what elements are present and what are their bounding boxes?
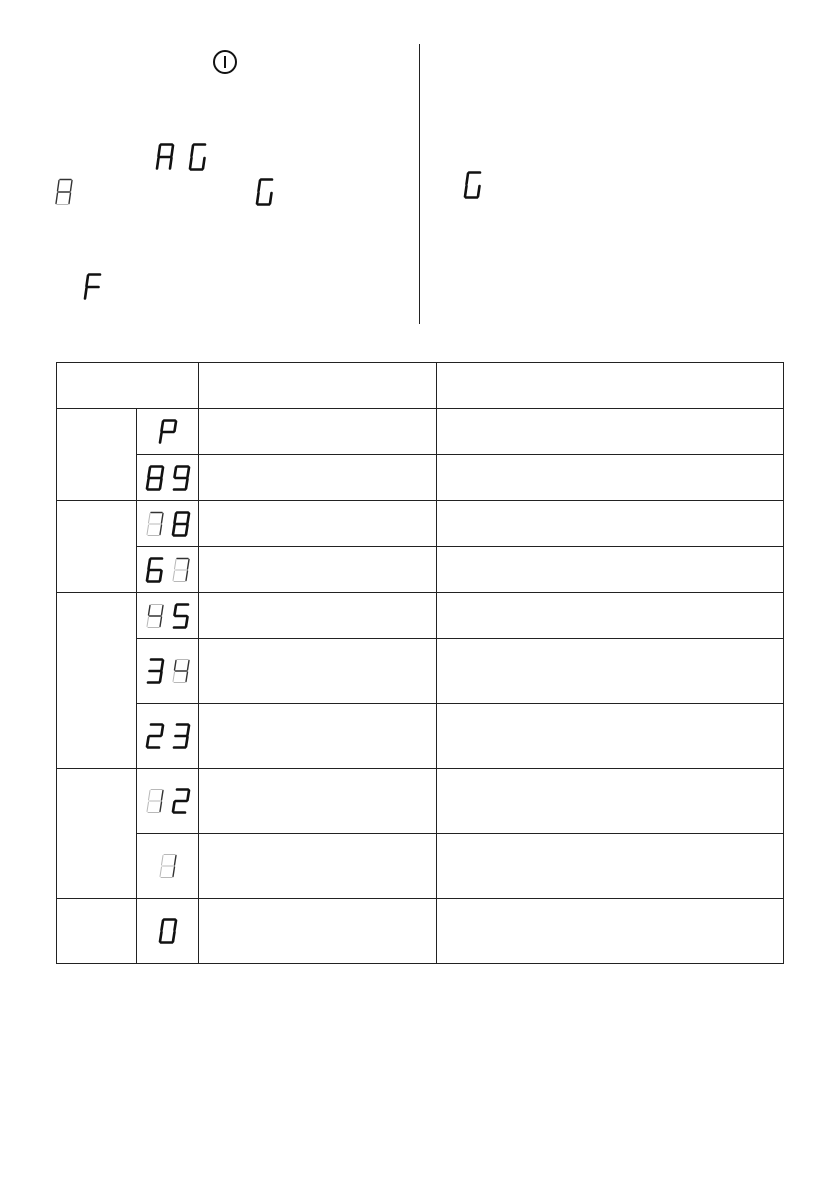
description-cell bbox=[199, 704, 437, 769]
seven-segment-digit bbox=[145, 603, 165, 629]
segment-b bbox=[187, 467, 189, 477]
display-cell bbox=[137, 704, 199, 769]
segment-e bbox=[173, 525, 175, 535]
segment-e bbox=[147, 479, 149, 489]
segment-f bbox=[161, 856, 163, 866]
segment-e bbox=[190, 158, 192, 169]
segment-e bbox=[160, 867, 162, 877]
description-cell bbox=[199, 899, 437, 964]
seven-segment-digit bbox=[171, 788, 191, 814]
segment-c bbox=[160, 525, 162, 535]
segment-e bbox=[147, 737, 149, 747]
table-row bbox=[57, 899, 784, 964]
display-cell bbox=[137, 409, 199, 455]
display-cell bbox=[137, 455, 199, 501]
group-cell bbox=[57, 501, 137, 593]
segment-b bbox=[161, 726, 163, 736]
segment-e bbox=[147, 525, 149, 535]
segment-e bbox=[465, 186, 467, 197]
segment-f bbox=[148, 467, 150, 477]
table-row bbox=[57, 593, 784, 639]
segment-c bbox=[170, 158, 172, 169]
notes-cell bbox=[437, 455, 784, 501]
segment-c bbox=[203, 158, 205, 169]
seven-segment-digit bbox=[145, 788, 165, 814]
segment-glyph-f-left bbox=[83, 273, 103, 301]
segment-e bbox=[147, 571, 149, 581]
segment-f bbox=[192, 146, 194, 157]
notes-cell bbox=[437, 547, 784, 593]
table-row bbox=[57, 501, 784, 547]
seven-segment-digit bbox=[145, 723, 165, 749]
segment-b bbox=[161, 605, 163, 615]
segment-e bbox=[147, 802, 149, 812]
notes-cell bbox=[437, 769, 784, 834]
segment-b bbox=[161, 513, 163, 523]
segment-e bbox=[173, 672, 175, 682]
segment-c bbox=[160, 672, 162, 682]
segment-f bbox=[259, 181, 261, 192]
seven-segment-digit bbox=[171, 557, 191, 583]
segment-c bbox=[186, 479, 188, 489]
seven-segment-digit bbox=[158, 853, 178, 879]
table-row bbox=[57, 834, 784, 899]
segment-b bbox=[161, 467, 163, 477]
segment-f bbox=[159, 146, 161, 157]
segment-e bbox=[173, 571, 175, 581]
header-cell-description bbox=[199, 363, 437, 409]
description-cell bbox=[199, 834, 437, 899]
segment-f bbox=[148, 559, 150, 569]
seven-segment-digit bbox=[145, 557, 165, 583]
segment-c bbox=[186, 525, 188, 535]
segment-b bbox=[174, 856, 176, 866]
segment-b bbox=[187, 791, 189, 801]
segment-e bbox=[173, 802, 175, 812]
seven-segment-digit bbox=[171, 511, 191, 537]
segment-f bbox=[467, 174, 469, 185]
seven-segment-digit bbox=[171, 658, 191, 684]
description-cell bbox=[199, 547, 437, 593]
column-divider bbox=[419, 44, 420, 324]
segment-f bbox=[148, 791, 150, 801]
display-cell bbox=[137, 834, 199, 899]
table-row bbox=[57, 639, 784, 704]
table-header-row bbox=[57, 363, 784, 409]
notes-cell bbox=[437, 639, 784, 704]
segment-b bbox=[187, 513, 189, 523]
segment-e bbox=[160, 932, 162, 942]
display-cell bbox=[137, 769, 199, 834]
header-cell-notes bbox=[437, 363, 784, 409]
segment-c bbox=[160, 617, 162, 627]
segment-e bbox=[160, 433, 162, 443]
seven-segment-digit bbox=[145, 658, 165, 684]
segment-f bbox=[148, 513, 150, 523]
segment-b bbox=[174, 921, 176, 931]
display-cell bbox=[137, 501, 199, 547]
segment-e bbox=[85, 288, 87, 299]
description-cell bbox=[199, 501, 437, 547]
group-cell bbox=[57, 409, 137, 501]
segment-c bbox=[173, 932, 175, 942]
seven-segment-digit bbox=[158, 918, 178, 944]
segment-c bbox=[160, 802, 162, 812]
segment-f bbox=[174, 605, 176, 615]
segment-glyph-g-left bbox=[255, 178, 275, 206]
segment-b bbox=[174, 421, 176, 431]
segment-f bbox=[58, 181, 60, 192]
seven-segment-digit bbox=[145, 465, 165, 491]
notes-cell bbox=[437, 409, 784, 455]
notes-cell bbox=[437, 704, 784, 769]
table-row bbox=[57, 704, 784, 769]
power-icon bbox=[212, 49, 238, 75]
segment-f bbox=[148, 605, 150, 615]
segment-b bbox=[187, 726, 189, 736]
segment-f bbox=[161, 421, 163, 431]
description-cell bbox=[199, 593, 437, 639]
notes-cell bbox=[437, 899, 784, 964]
seven-segment-digit bbox=[145, 511, 165, 537]
segment-glyph-g-right bbox=[463, 171, 483, 199]
group-cell bbox=[57, 593, 137, 769]
seven-segment-digit bbox=[171, 723, 191, 749]
segment-c bbox=[69, 193, 71, 204]
segment-c bbox=[186, 571, 188, 581]
seven-segment-digit bbox=[171, 603, 191, 629]
segment-c bbox=[160, 571, 162, 581]
notes-cell bbox=[437, 593, 784, 639]
segment-c bbox=[270, 193, 272, 204]
segment-b bbox=[161, 791, 163, 801]
segment-glyph-a-left bbox=[54, 178, 74, 206]
segment-c bbox=[173, 867, 175, 877]
segment-f bbox=[87, 276, 89, 287]
seven-segment-digit bbox=[171, 465, 191, 491]
seven-segment-digit bbox=[158, 419, 178, 445]
segment-glyph-a-heading bbox=[155, 143, 175, 171]
display-cell bbox=[137, 593, 199, 639]
description-cell bbox=[199, 769, 437, 834]
segment-e bbox=[147, 617, 149, 627]
description-cell bbox=[199, 455, 437, 501]
segment-b bbox=[172, 146, 174, 157]
segment-f bbox=[174, 513, 176, 523]
segment-f bbox=[174, 559, 176, 569]
table-row bbox=[57, 547, 784, 593]
group-cell bbox=[57, 769, 137, 899]
segment-f bbox=[161, 921, 163, 931]
segment-c bbox=[186, 617, 188, 627]
segment-b bbox=[187, 661, 189, 671]
segment-f bbox=[174, 661, 176, 671]
table-row bbox=[57, 769, 784, 834]
description-cell bbox=[199, 409, 437, 455]
segment-b bbox=[187, 559, 189, 569]
group-cell bbox=[57, 899, 137, 964]
segment-c bbox=[478, 186, 480, 197]
segment-e bbox=[257, 193, 259, 204]
segment-c bbox=[186, 737, 188, 747]
display-cell bbox=[137, 899, 199, 964]
display-codes-table bbox=[56, 362, 783, 964]
header-cell-symbol bbox=[57, 363, 199, 409]
table-row bbox=[57, 409, 784, 455]
description-cell bbox=[199, 639, 437, 704]
display-cell bbox=[137, 547, 199, 593]
segment-b bbox=[161, 661, 163, 671]
display-cell bbox=[137, 639, 199, 704]
notes-cell bbox=[437, 501, 784, 547]
segment-f bbox=[174, 467, 176, 477]
segment-e bbox=[56, 193, 58, 204]
segment-e bbox=[157, 158, 159, 169]
segment-glyph-g-heading bbox=[188, 143, 208, 171]
segment-b bbox=[71, 181, 73, 192]
table-row bbox=[57, 455, 784, 501]
segment-c bbox=[186, 672, 188, 682]
segment-c bbox=[160, 479, 162, 489]
notes-cell bbox=[437, 834, 784, 899]
